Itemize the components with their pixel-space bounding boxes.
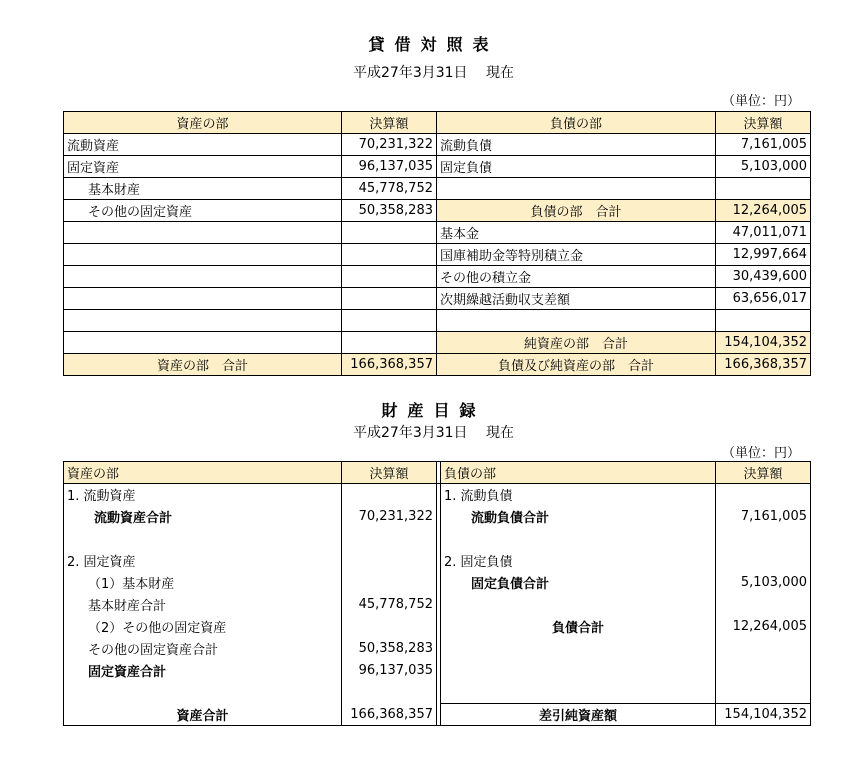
list-item [64, 506, 811, 528]
inv-liability-amount [716, 682, 811, 704]
table-row [64, 200, 811, 222]
inv-liabilities-header: 負債の部 [441, 462, 716, 484]
inv-liability-amount [716, 528, 811, 550]
inv-asset-label: （2）その他の固定資産 [64, 616, 342, 638]
table-row [64, 310, 811, 332]
inv-asset-label: 流動資産合計 [64, 506, 342, 528]
list-item [64, 528, 811, 550]
asset-amount: 45,778,752 [342, 178, 437, 200]
inv-asset-label: 固定資産合計 [64, 660, 342, 682]
liability-amount: 63,656,017 [716, 288, 811, 310]
inv-liability-amount [716, 638, 811, 660]
liability-amount: 12,997,664 [716, 244, 811, 266]
asset-amount [342, 244, 437, 266]
inv-liability-total-amount: 12,264,005 [716, 616, 811, 638]
inventory-date: 平成27年3月31日 現在 [353, 425, 514, 441]
inventory-table [63, 461, 811, 726]
liability-amount [716, 310, 811, 332]
liabilities-amount-header: 決算額 [716, 112, 811, 134]
inv-asset-amount: 50,358,283 [342, 638, 437, 660]
assets-total-amount: 166,368,357 [342, 354, 437, 376]
liability-label: 基本金 [437, 222, 716, 244]
asset-label: 基本財産 [64, 178, 342, 200]
asset-label [64, 310, 342, 332]
table-row [64, 178, 811, 200]
inv-asset-label [64, 528, 342, 550]
asset-amount [342, 310, 437, 332]
asset-amount [342, 222, 437, 244]
asset-amount: 70,231,322 [342, 134, 437, 156]
inv-liability-amount: 5,103,000 [716, 572, 811, 594]
list-item [64, 704, 811, 726]
inventory-unit: （単位：円） [722, 446, 801, 461]
table-row [64, 134, 811, 156]
inv-liability-label [441, 528, 716, 550]
inv-liability-total-label: 負債合計 [441, 616, 716, 638]
table-row [64, 354, 811, 376]
inv-asset-label: 2. 固定資産 [64, 550, 342, 572]
inv-liability-label: 流動負債合計 [441, 506, 716, 528]
liability-label: 流動負債 [437, 134, 716, 156]
inv-asset-label: 1. 流動資産 [64, 484, 342, 506]
liability-amount [716, 178, 811, 200]
inv-liability-label [441, 594, 716, 616]
table-row [64, 266, 811, 288]
inv-asset-amount [342, 484, 437, 506]
inv-asset-amount: 96,137,035 [342, 660, 437, 682]
table-row [64, 288, 811, 310]
asset-label [64, 288, 342, 310]
inv-asset-label: その他の固定資産合計 [64, 638, 342, 660]
asset-label [64, 332, 342, 354]
inv-asset-label [64, 682, 342, 704]
inv-net-assets-label: 差引純資産額 [441, 704, 716, 726]
asset-amount [342, 266, 437, 288]
net-assets-total-label: 純資産の部 合計 [437, 332, 716, 354]
liability-amount: 5,103,000 [716, 156, 811, 178]
table-row [64, 156, 811, 178]
inv-asset-amount [342, 682, 437, 704]
inv-liabilities-amount-header: 決算額 [716, 462, 811, 484]
asset-label: 流動資産 [64, 134, 342, 156]
liability-label: その他の積立金 [437, 266, 716, 288]
asset-label [64, 266, 342, 288]
liability-label: 国庫補助金等特別積立金 [437, 244, 716, 266]
inv-asset-amount [342, 528, 437, 550]
liability-label: 固定負債 [437, 156, 716, 178]
inv-asset-amount [342, 550, 437, 572]
list-item [64, 484, 811, 506]
liability-amount: 30,439,600 [716, 266, 811, 288]
list-item [64, 572, 811, 594]
liabilities-net-assets-total-amount: 166,368,357 [716, 354, 811, 376]
asset-amount: 96,137,035 [342, 156, 437, 178]
table-row [64, 244, 811, 266]
assets-amount-header: 決算額 [342, 112, 437, 134]
liability-amount: 7,161,005 [716, 134, 811, 156]
balance-sheet-table [63, 111, 811, 376]
inv-assets-total-label: 資産合計 [64, 704, 342, 726]
liability-label [437, 178, 716, 200]
inv-liability-label [441, 660, 716, 682]
inv-asset-label: （1）基本財産 [64, 572, 342, 594]
inv-asset-amount: 45,778,752 [342, 594, 437, 616]
asset-label: その他の固定資産 [64, 200, 342, 222]
list-item [64, 638, 811, 660]
inv-assets-header: 資産の部 [64, 462, 342, 484]
list-item [64, 550, 811, 572]
liabilities-net-assets-total-label: 負債及び純資産の部 合計 [437, 354, 716, 376]
assets-total-label: 資産の部 合計 [64, 354, 342, 376]
inv-liability-label [441, 638, 716, 660]
list-item [64, 616, 811, 638]
inv-assets-amount-header: 決算額 [342, 462, 437, 484]
inv-net-assets-amount: 154,104,352 [716, 704, 811, 726]
asset-label [64, 244, 342, 266]
liabilities-total-amount: 12,264,005 [716, 200, 811, 222]
liabilities-total-label: 負債の部 合計 [437, 200, 716, 222]
asset-amount [342, 288, 437, 310]
inv-liability-label [441, 682, 716, 704]
asset-amount: 50,358,283 [342, 200, 437, 222]
inv-assets-total-amount: 166,368,357 [342, 704, 437, 726]
liabilities-header: 負債の部 [437, 112, 716, 134]
inv-asset-amount: 70,231,322 [342, 506, 437, 528]
asset-label [64, 222, 342, 244]
net-assets-total-amount: 154,104,352 [716, 332, 811, 354]
list-item [64, 594, 811, 616]
balance-sheet-title: 貸借対照表 [368, 35, 499, 54]
liability-label: 次期繰越活動収支差額 [437, 288, 716, 310]
inv-asset-amount [342, 616, 437, 638]
table-row [64, 222, 811, 244]
inv-liability-label: 1. 流動負債 [441, 484, 716, 506]
list-item [64, 682, 811, 704]
inv-liability-amount [716, 594, 811, 616]
balance-sheet-date: 平成27年3月31日 現在 [353, 65, 514, 81]
inv-liability-label: 固定負債合計 [441, 572, 716, 594]
asset-label: 固定資産 [64, 156, 342, 178]
liability-label [437, 310, 716, 332]
assets-header: 資産の部 [64, 112, 342, 134]
inventory-title: 財産目録 [381, 401, 486, 420]
inv-liability-amount [716, 550, 811, 572]
table-row [64, 332, 811, 354]
inv-liability-amount: 7,161,005 [716, 506, 811, 528]
inv-liability-amount [716, 660, 811, 682]
inv-asset-amount [342, 572, 437, 594]
inv-liability-label: 2. 固定負債 [441, 550, 716, 572]
inv-asset-label: 基本財産合計 [64, 594, 342, 616]
inv-liability-amount [716, 484, 811, 506]
asset-amount [342, 332, 437, 354]
balance-sheet-unit: （単位：円） [722, 94, 801, 109]
list-item [64, 660, 811, 682]
liability-amount: 47,011,071 [716, 222, 811, 244]
